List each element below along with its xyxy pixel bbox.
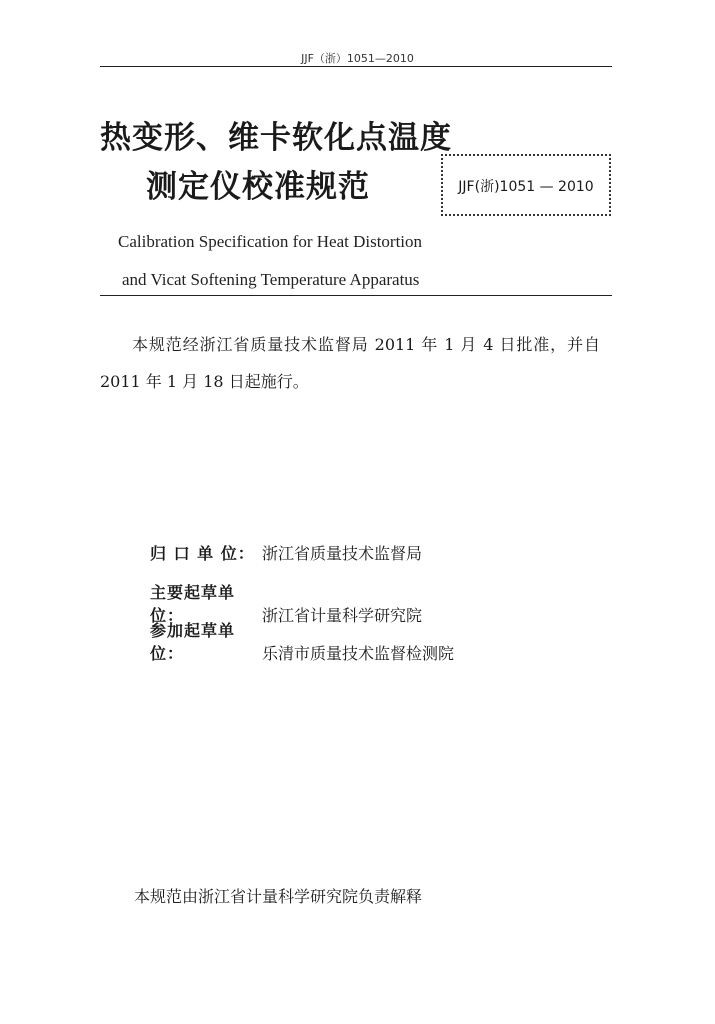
unit-label: 主要起草单位： <box>150 583 236 625</box>
code-box <box>441 154 611 216</box>
unit-row-centralized <box>150 541 422 564</box>
approval-statement: 本规范经浙江省质量技术监督局 2011 年 1 月 4 日批准，并自 2011 年 1 月 18 日起施行。 <box>100 335 600 391</box>
unit-value: 乐清市质量技术监督检测院 <box>262 644 455 663</box>
unit-row-participating-drafter <box>150 618 454 664</box>
header-code: JJF（浙）1051—2010 <box>301 52 414 65</box>
interpretation-note: 本规范由浙江省计量科学研究院负责解释 <box>134 887 423 906</box>
unit-value: 浙江省质量技术监督局 <box>262 544 423 563</box>
unit-label: 参加起草单位： <box>150 621 236 663</box>
unit-value: 浙江省计量科学研究院 <box>262 606 423 625</box>
unit-label: 归 口 单 位： <box>150 544 255 563</box>
english-title-line-2: and Vicat Softening Temperature Apparatus <box>122 270 420 289</box>
title-line-2: 测定仪校准规范 <box>146 169 370 205</box>
code-box-text: JJF(浙)1051 — 2010 <box>458 179 594 195</box>
english-title-line-1: Calibration Specification for Heat Distortion <box>118 232 423 251</box>
title-rule <box>100 295 612 296</box>
header-rule <box>100 66 612 67</box>
title-line-1: 热变形、维卡软化点温度 <box>100 120 452 156</box>
